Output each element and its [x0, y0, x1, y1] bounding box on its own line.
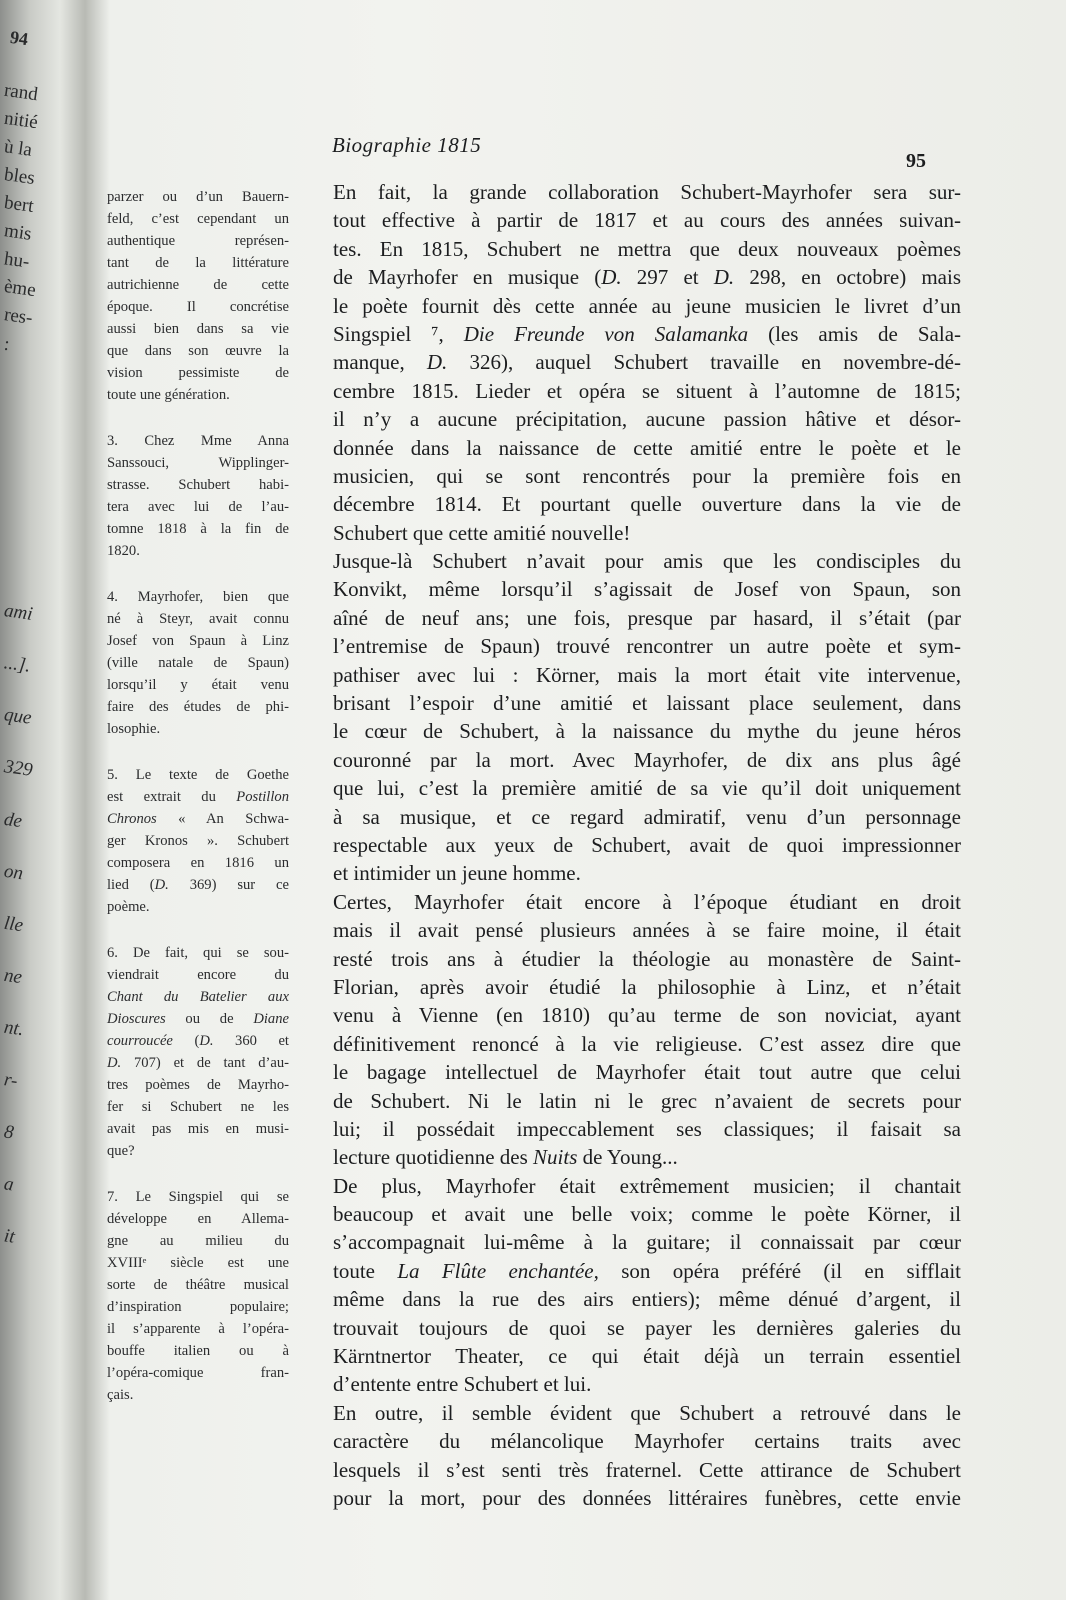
text-run: avait pas mis en musi- [107, 1121, 289, 1137]
text-run: En outre, il semble évident que Schubert a retrouvé dans le [333, 1400, 961, 1425]
text-run: feld, c’est cependant un [107, 211, 289, 227]
text-run: XVIIIᵉ siècle est une [107, 1255, 289, 1271]
footnote-line [107, 1074, 289, 1096]
text-run: que dans son œuvre la [107, 343, 289, 359]
running-title: Biographie 1815 [332, 133, 482, 157]
footnote-line [107, 186, 289, 208]
text-run: tes. En 1815, Schubert ne mettra que deux nouveaux poèmes [333, 236, 961, 261]
text-run: Jusque-là Schubert n’avait pour amis que les condisciples du [333, 549, 961, 574]
footnote-line [107, 718, 289, 740]
text-line [333, 1058, 961, 1086]
footnote-line [107, 830, 289, 852]
text-line [333, 774, 961, 802]
text-run: composera en 1816 un [107, 855, 289, 871]
text-line [333, 1200, 961, 1228]
footnotes-column [107, 186, 289, 1430]
italic-text: D. [199, 1033, 214, 1049]
footnote-line [107, 1030, 289, 1052]
facing-page-94 [0, 0, 80, 1600]
text-run: 5. Le texte de Goethe [107, 767, 289, 783]
text-run: développe en Allema- [107, 1211, 289, 1227]
text-run: manque, [333, 350, 427, 375]
text-run: losophie. [107, 721, 161, 737]
facing-page-fragment: 329 [2, 756, 34, 781]
facing-page-fragment: de [2, 808, 24, 833]
text-run: beaucoup et avait une belle voix; comme le poète Körner, il [333, 1202, 961, 1227]
text-run: même dans la rue des airs entiers); même dénué d’argent, il [333, 1287, 961, 1312]
text-run: bouffe italien ou à [107, 1343, 289, 1359]
text-run: Konvikt, même lorsqu’il s’agissait de Josef von Spaun, son [333, 577, 961, 602]
facing-page-fragment: r- [2, 1069, 19, 1092]
footnote-line [107, 1340, 289, 1362]
text-run: s’accompagnait lui-même à la guitare; il connaissait par cœur [333, 1230, 961, 1255]
text-run: 3. Chez Mme Anna [107, 433, 289, 449]
text-line [333, 434, 961, 462]
text-line [333, 575, 961, 603]
text-run: le poète fournit dès cette année au jeune musicien le livret d’un [333, 293, 961, 318]
facing-page-fragment: a [2, 1173, 15, 1196]
facing-page-fragment: rand [2, 79, 40, 106]
text-run: poème. [107, 899, 150, 915]
text-run: est extrait du [107, 789, 237, 805]
text-line [333, 661, 961, 689]
text-run: autrichienne de cette [107, 277, 289, 293]
footnote-line [107, 252, 289, 274]
text-run: 360 et [213, 1033, 289, 1049]
facing-page-fragment: ...]. [2, 652, 32, 677]
text-run: lied ( [107, 877, 155, 893]
facing-page-fragment: nt. [2, 1016, 25, 1041]
text-run: que? [107, 1143, 135, 1159]
text-run: son opéra préféré (il en sifflait [598, 1258, 961, 1283]
text-run: sorte de théâtre musical [107, 1277, 289, 1293]
text-run: viendrait encore du [107, 967, 289, 983]
text-run: à sa musique, et ce regard admiratif, venu d’un personnage [333, 804, 961, 829]
facing-page-fragment: res- [2, 304, 34, 329]
footnote-line [107, 230, 289, 252]
footnote-line [107, 318, 289, 340]
text-line [333, 206, 961, 234]
text-line [333, 859, 961, 887]
text-run: époque. Il concrétise [107, 299, 289, 315]
text-run: caractère du mélancolique Mayrhofer certains traits avec [333, 1429, 961, 1454]
page-number: 95 [906, 150, 926, 172]
facing-page-fragment: : [2, 333, 11, 356]
text-run: resté trois ans à étudier la théologie au monastère de Saint- [333, 946, 961, 971]
facing-page-fragment: ème [2, 275, 38, 302]
text-line [333, 1314, 961, 1342]
footnote-line [107, 296, 289, 318]
text-run: parzer ou d’un Bauern- [107, 189, 289, 205]
text-run: (les amis de Sala- [748, 321, 962, 346]
text-line [333, 1370, 961, 1398]
text-run: En fait, la grande collaboration Schubert-Mayrhofer sera sur- [333, 180, 961, 204]
footnote [107, 186, 289, 406]
footnote-line [107, 274, 289, 296]
text-line [333, 1285, 961, 1313]
text-run: gne au milieu du [107, 1233, 289, 1249]
text-line [333, 1427, 961, 1455]
text-run: ( [172, 1033, 200, 1049]
text-run: pour la mort, pour des données littéraires funèbres, cette envie [333, 1485, 961, 1510]
facing-page-fragment: ami [2, 600, 34, 625]
footnote-line [107, 1318, 289, 1340]
footnote-line [107, 1052, 289, 1074]
text-run: l’opéra-comique fran- [107, 1365, 289, 1381]
text-line [333, 235, 961, 263]
italic-text: Die Freunde von Salamanka [463, 321, 749, 346]
facing-page-fragment: lle [2, 912, 25, 937]
text-line [333, 1001, 961, 1029]
text-run: aussi bien dans sa vie [107, 321, 289, 337]
footnote-line [107, 608, 289, 630]
text-run: Florian, après avoir étudié la philosophie à Linz, et n’était [333, 974, 961, 999]
facing-page-fragment: it [2, 1225, 17, 1248]
left-page-number: 94 [8, 26, 30, 50]
text-line [333, 1143, 961, 1171]
text-line [333, 405, 961, 433]
facing-page-fragment: mis [2, 220, 33, 245]
italic-text: Nuits [533, 1145, 578, 1170]
text-run: Kärntnertor Theater, ce qui était déjà un terrain essentiel [333, 1344, 961, 1369]
text-line [333, 1484, 961, 1512]
footnote-line [107, 896, 289, 918]
text-line [333, 547, 961, 575]
footnote-line [107, 964, 289, 986]
text-run: tres poèmes de Mayrho- [107, 1077, 289, 1093]
text-line [333, 632, 961, 660]
text-run: Singspiel ⁷, [333, 321, 464, 346]
facing-page-fragment: bert [2, 192, 35, 217]
footnote-line [107, 852, 289, 874]
text-line [333, 746, 961, 774]
text-run: venu à Vienne (en 1810) qu’au terme de son noviciat, ayant [333, 1003, 961, 1028]
footnote-line [107, 874, 289, 896]
text-line [333, 1342, 961, 1370]
text-line [333, 178, 961, 206]
text-run: toute une génération. [107, 387, 230, 403]
text-run: « An Schwa- [156, 811, 289, 827]
text-line [333, 490, 961, 518]
text-run: et intimider un jeune homme. [333, 861, 581, 886]
text-run: ou de [165, 1011, 254, 1027]
footnote-line [107, 208, 289, 230]
text-run: respectable aux yeux de Schubert, avait de quoi impressionner [333, 832, 961, 857]
text-run: strasse. Schubert habi- [107, 477, 289, 493]
text-run: Certes, Mayrhofer était encore à l’époque étudiant en droit [333, 889, 961, 914]
text-run: fer si Schubert ne les [107, 1099, 289, 1115]
text-line [333, 1399, 961, 1427]
text-run: 298, en octobre) mais [734, 265, 962, 290]
text-run: donnée dans la naissance de cette amitié entre le poète et le [333, 435, 961, 460]
facing-page-fragment: 8 [2, 1121, 15, 1144]
footnote-line [107, 764, 289, 786]
text-run: aîné de neuf ans; une fois, presque par hasard, il s’était (par [333, 605, 961, 630]
text-run: de Mayrhofer en musique ( [333, 265, 602, 290]
italic-text: Chronos [107, 811, 157, 827]
text-run: définitivement renoncé à la vie religieuse. C’est assez dire que [333, 1031, 961, 1056]
text-run: authentique représen- [107, 233, 289, 249]
footnote-line [107, 986, 289, 1008]
text-line [333, 973, 961, 1001]
footnote-line [107, 1140, 289, 1162]
text-run: ger Kronos ». Schubert [107, 833, 289, 849]
footnote-line [107, 362, 289, 384]
text-run: De plus, Mayrhofer était extrêmement musicien; il chantait [333, 1173, 961, 1198]
text-run: 707) et de tant d’au- [121, 1055, 289, 1071]
text-line [333, 945, 961, 973]
text-line [333, 348, 961, 376]
facing-page-fragment: on [2, 860, 25, 885]
text-run: 369) sur ce [168, 877, 289, 893]
footnote-line [107, 1230, 289, 1252]
footnote [107, 586, 289, 740]
footnote-line [107, 808, 289, 830]
text-run: trouvait toujours de quoi se payer les dernières galeries du [333, 1315, 961, 1340]
footnote [107, 430, 289, 562]
footnote-line [107, 586, 289, 608]
text-run: il n’y a aucune précipitation, aucune passion hâtive et désor- [333, 407, 961, 432]
footnote-line [107, 474, 289, 496]
text-run: tera avec lui de l’au- [107, 499, 289, 515]
text-line [333, 1030, 961, 1058]
footnote-line [107, 1096, 289, 1118]
footnote-line [107, 652, 289, 674]
footnote-line [107, 942, 289, 964]
footnote-line [107, 452, 289, 474]
text-run: Josef von Spaun à Linz [107, 633, 289, 649]
text-line [333, 1172, 961, 1200]
footnote-line [107, 384, 289, 406]
text-run: le cœur de Schubert, à la naissance du mythe du jeune héros [333, 719, 961, 744]
text-run: (ville natale de Spaun) [107, 655, 289, 671]
text-run: cembre 1815. Lieder et opéra se situent à l’automne de 1815; [333, 378, 961, 403]
footnote [107, 942, 289, 1162]
text-run: 1820. [107, 543, 140, 559]
text-line [333, 1087, 961, 1115]
italic-text: D. [154, 877, 169, 893]
footnote-line [107, 1252, 289, 1274]
text-line [333, 604, 961, 632]
text-line [333, 377, 961, 405]
footnote-line [107, 674, 289, 696]
footnote-line [107, 1296, 289, 1318]
text-run: 4. Mayrhofer, bien que [107, 589, 289, 605]
footnote-line [107, 340, 289, 362]
text-line [333, 803, 961, 831]
text-run: le bagage intellectuel de Mayrhofer était tout autre que celui [333, 1060, 961, 1085]
text-line [333, 292, 961, 320]
text-run: tout effective à partir de 1817 et au cours des années suivan- [333, 208, 961, 233]
text-run: Sanssouci, Wipplinger- [107, 455, 289, 471]
footnote-line [107, 518, 289, 540]
text-line [333, 1115, 961, 1143]
text-line [333, 462, 961, 490]
italic-text: D. [713, 265, 735, 290]
text-run: musicien, qui se sont rencontrés pour la première fois en [333, 463, 961, 488]
italic-text: D. [601, 265, 622, 290]
footnote-line [107, 1186, 289, 1208]
text-run: lesquels il s’est senti très fraternel. Cette attirance de Schubert [333, 1457, 961, 1482]
text-line [333, 916, 961, 944]
text-line [333, 263, 961, 291]
text-line [333, 831, 961, 859]
text-run: faire des études de phi- [107, 699, 289, 715]
text-line [333, 519, 961, 547]
text-run: décembre 1814. Et pourtant quelle ouverture dans la vie de [333, 492, 961, 517]
text-line [333, 717, 961, 745]
text-run: lorsqu’il y était venu [107, 677, 289, 693]
text-line [333, 888, 961, 916]
footnote-line [107, 1008, 289, 1030]
facing-page-fragment: que [2, 704, 33, 729]
footnote [107, 764, 289, 918]
facing-page-fragment: nitié [2, 107, 40, 134]
facing-page-fragment: ne [2, 964, 24, 989]
text-run: pathiser avec lui : Körner, mais la mort était vite intervenue, [333, 662, 961, 687]
italic-text: Chant du Batelier aux [107, 989, 289, 1005]
footnote-line [107, 1384, 289, 1406]
facing-page-fragment: ù la [2, 136, 34, 161]
footnote-line [107, 1118, 289, 1140]
footnote-line [107, 696, 289, 718]
footnote-line [107, 1208, 289, 1230]
facing-page-fragment: bles [2, 163, 36, 190]
text-line [333, 1228, 961, 1256]
body-text [333, 178, 961, 1512]
text-run: d’entente entre Schubert et lui. [333, 1372, 592, 1397]
text-run: mais il avait pensé plusieurs années à se faire moine, il était [333, 918, 961, 943]
text-run: 297 et [621, 265, 714, 290]
text-run: 7. Le Singspiel qui se [107, 1189, 289, 1205]
text-run: de Schubert. Ni le latin ni le grec n’avaient de secrets pour [333, 1088, 961, 1113]
text-run: de Young... [577, 1145, 678, 1170]
italic-text: D. [426, 350, 448, 375]
footnote-line [107, 540, 289, 562]
text-run: il s’apparente à l’opéra- [107, 1321, 289, 1337]
text-run: vision pessimiste de [107, 365, 289, 381]
italic-text: courroucée [107, 1033, 173, 1049]
italic-text: La Flûte enchantée, [397, 1258, 599, 1283]
text-run: lui; il possédait impeccablement ses classiques; il faisait sa [333, 1116, 961, 1141]
text-run: couronné par la mort. Avec Mayrhofer, de dix ans plus âgé [333, 747, 961, 772]
italic-text: Diane [253, 1011, 289, 1027]
text-run: brisant l’espoir d’une amitié et laissant place seulement, dans [333, 691, 961, 716]
footnote [107, 1186, 289, 1406]
text-run: toute [333, 1258, 398, 1283]
text-run: lecture quotidienne des [333, 1145, 534, 1170]
text-line [333, 689, 961, 717]
text-run: né à Steyr, avait connu [107, 611, 289, 627]
text-line [333, 320, 961, 348]
text-run: 6. De fait, qui se sou- [107, 945, 289, 961]
footnote-line [107, 630, 289, 652]
footnote-line [107, 1362, 289, 1384]
text-run: tomne 1818 à la fin de [107, 521, 289, 537]
footnote-line [107, 1274, 289, 1296]
italic-text: Postillon [236, 789, 289, 805]
text-run: d’inspiration populaire; [107, 1299, 289, 1315]
text-run: çais. [107, 1387, 134, 1403]
footnote-line [107, 786, 289, 808]
text-line [333, 1257, 961, 1285]
footnote-line [107, 430, 289, 452]
text-run: tant de la littérature [107, 255, 289, 271]
facing-page-fragment: hu- [2, 248, 31, 273]
text-run: Schubert que cette amitié nouvelle! [333, 520, 631, 545]
footnote-line [107, 496, 289, 518]
text-run: que lui, c’est la première amitié de sa vie qu’il doit uniquement [333, 776, 961, 801]
text-run: 326), auquel Schubert travaille en novembre-dé- [447, 350, 961, 375]
text-line [333, 1456, 961, 1484]
text-run: l’entremise de Spaun) trouvé rencontrer un autre poète et sym- [333, 634, 961, 659]
italic-text: Dioscures [107, 1011, 166, 1027]
italic-text: D. [107, 1055, 122, 1071]
